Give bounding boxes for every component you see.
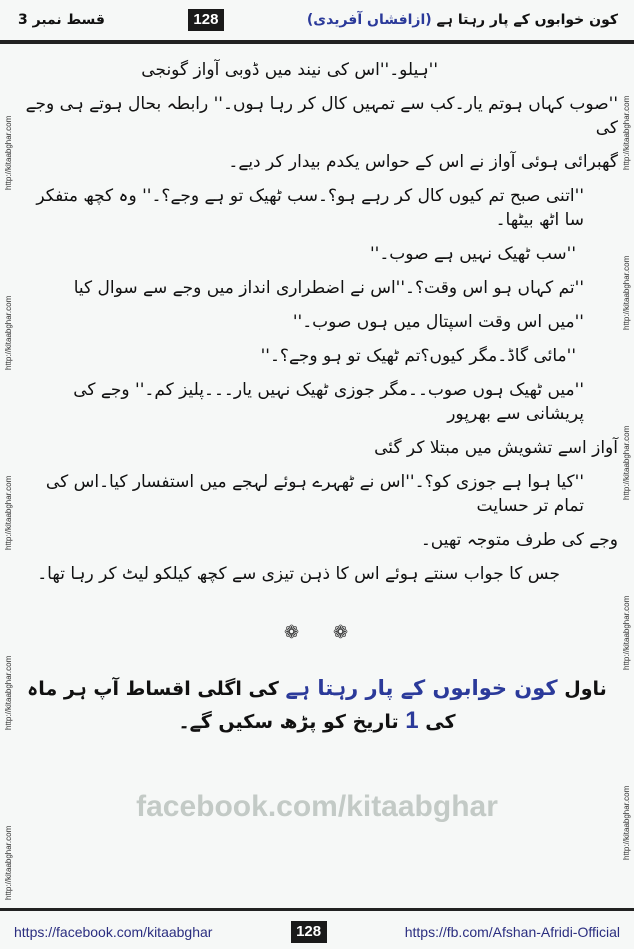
watermark-text: http://kitaabghar.com xyxy=(622,255,631,330)
watermark-text: http://kitaabghar.com xyxy=(4,655,13,730)
promo-date: 1 xyxy=(405,707,419,734)
body-line: ''میں ٹھیک ہوں صوب۔۔مگر جوزی ٹھیک نہیں یار۔۔۔پلیز کم۔'' وجے کی پریشانی سے بھرپور xyxy=(73,380,584,424)
promo-novel-title: کون خوابوں کے پار رہتا ہے xyxy=(285,676,558,700)
watermark-text: http://kitaabghar.com xyxy=(622,785,631,860)
page-header xyxy=(18,6,618,34)
watermark-text: http://kitaabghar.com xyxy=(4,475,13,550)
flower-ornament-icon: ❁ xyxy=(284,622,300,643)
body-line: ''ہیلو۔''اس کی نیند میں ڈوبی آواز گونجی xyxy=(141,60,438,80)
body-line: ''مائی گاڈ۔مگر کیوں؟تم ٹھیک تو ہو وجے؟۔'' xyxy=(260,346,576,366)
watermark-text: http://kitaabghar.com xyxy=(622,425,631,500)
promo-suffix: تاریخ کو پڑھ سکیں گے۔ xyxy=(178,711,399,733)
body-line: ''صوب کہاں ہوتم یار۔کب سے تمہیں کال کر رہا ہوں۔'' رابطہ بحال ہوتے ہی وجے کی xyxy=(25,94,618,138)
footer-page-number: 128 xyxy=(291,921,327,943)
header-page-number: 128 xyxy=(188,9,224,31)
episode-label: قسط نمبر 3 xyxy=(18,12,105,28)
body-line: ''سب ٹھیک نہیں ہے صوب۔'' xyxy=(369,244,576,264)
author-name: (ازافشاں آفریدی) xyxy=(306,12,432,28)
body-line: جس کا جواب سنتے ہوئے اس کا ذہن تیزی سے کچھ کیلکو لیٹ کر رہا تھا۔ xyxy=(37,564,560,584)
footer-divider xyxy=(0,908,634,911)
body-line: آواز اسے تشویش میں مبتلا کر گئی xyxy=(374,438,618,458)
header-title xyxy=(307,12,618,28)
watermark-text: http://kitaabghar.com xyxy=(622,595,631,670)
diagonal-watermark: facebook.com/kitaabghar xyxy=(136,790,498,823)
promo-prefix: ناول xyxy=(564,678,607,700)
body-line: ''اتنی صبح تم کیوں کال کر رہے ہو؟۔سب ٹھیک تو ہے وجے؟۔'' وہ کچھ متفکر سا اٹھ بیٹھا۔ xyxy=(36,186,584,230)
watermark-text: http://kitaabghar.com xyxy=(4,115,13,190)
story-body xyxy=(20,58,618,596)
flower-ornament-icon: ❁ xyxy=(333,622,349,643)
watermark-text: http://kitaabghar.com xyxy=(4,825,13,900)
facebook-author-link[interactable]: https://fb.com/Afshan-Afridi-Official xyxy=(404,924,620,940)
header-divider xyxy=(0,40,634,44)
novel-title: کون خوابوں کے پار رہتا ہے xyxy=(436,12,618,28)
promo-middle: کی اگلی اقساط آپ ہر ماہ کی xyxy=(27,678,456,733)
next-episode-notice xyxy=(20,672,614,738)
page-footer xyxy=(14,920,620,944)
watermark-text: http://kitaabghar.com xyxy=(622,95,631,170)
body-line: گھبرائی ہوئی آواز نے اس کے حواس یکدم بیدار کر دیے۔ xyxy=(228,152,618,172)
watermark-text: http://kitaabghar.com xyxy=(4,295,13,370)
body-line: ''تم کہاں ہو اس وقت؟۔''اس نے اضطراری انداز میں وجے سے سوال کیا xyxy=(73,278,584,298)
body-line: ''کیا ہوا ہے جوزی کو؟۔''اس نے ٹھہرے ہوئے لہجے میں استفسار کیا۔اس کی تمام تر حسایت xyxy=(45,472,584,516)
body-line: وجے کی طرف متوجہ تھیں۔ xyxy=(420,530,618,550)
facebook-kitaabghar-link[interactable]: https://facebook.com/kitaabghar xyxy=(14,924,213,940)
body-line: ''میں اس وقت اسپتال میں ہوں صوب۔'' xyxy=(292,312,584,332)
